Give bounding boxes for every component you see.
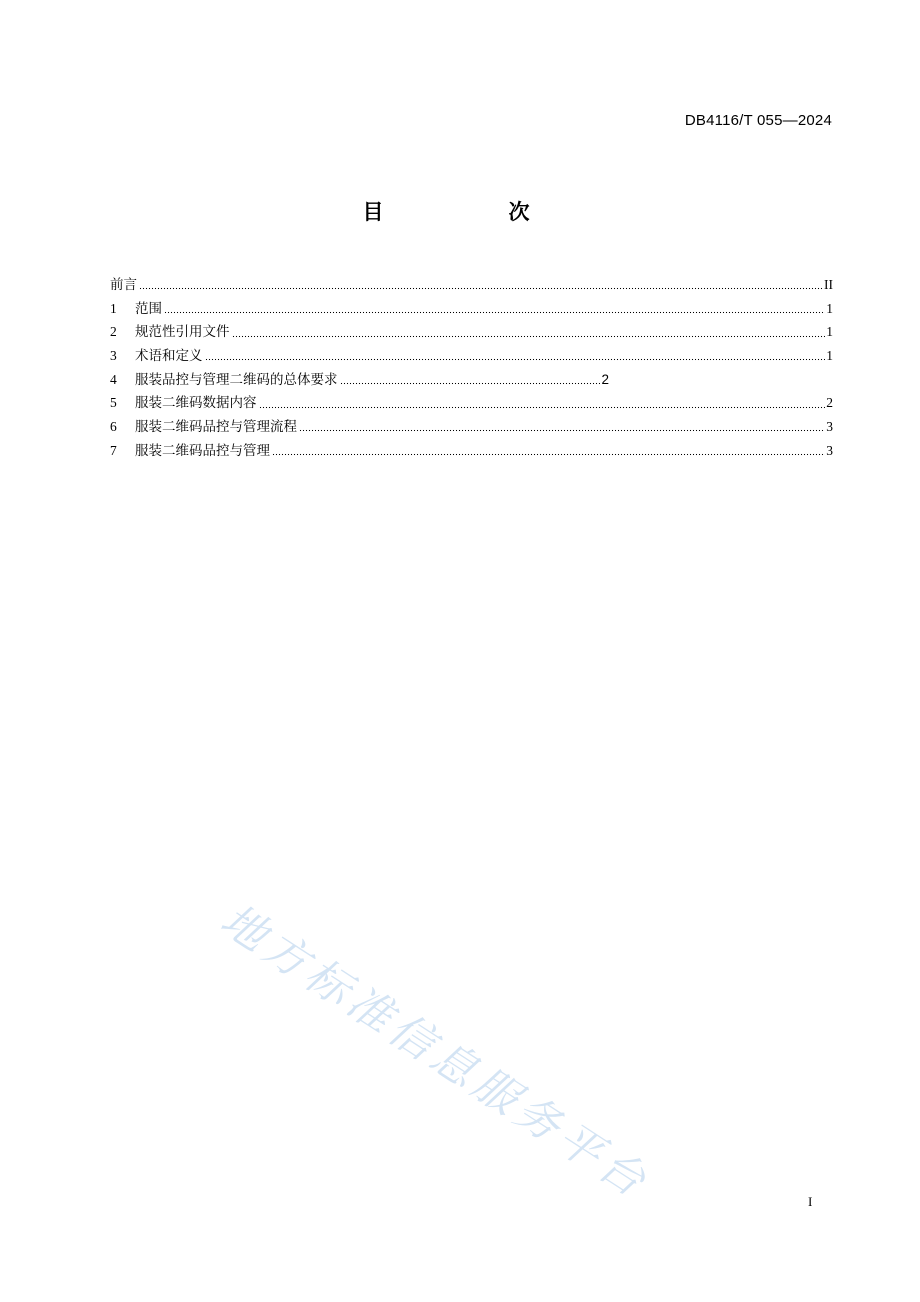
toc-leader-dots	[340, 382, 601, 386]
toc-entry-page: 3	[826, 442, 833, 458]
toc-leader-dots	[272, 453, 825, 457]
toc-entry-text: 术语和定义	[135, 348, 203, 365]
toc-entry-general-requirements[interactable]	[110, 368, 609, 392]
toc-entry-number: 7	[110, 442, 117, 458]
toc-entry-text: 服装二维码品控与管理流程	[135, 419, 297, 436]
toc-entry-normative-references[interactable]	[110, 320, 833, 344]
toc-entry-management[interactable]	[110, 439, 833, 463]
watermark: 地方标准信息服务平台	[211, 894, 659, 1210]
toc-entry-text: 范围	[135, 300, 162, 317]
toc-entry-page: 1	[826, 348, 833, 364]
toc-entry-scope[interactable]	[110, 297, 833, 321]
toc-entry-process[interactable]	[110, 415, 833, 439]
toc-leader-dots	[205, 358, 826, 362]
toc-entry-foreword[interactable]	[110, 273, 833, 297]
toc-entry-page: 2	[601, 371, 609, 387]
toc-leader-dots	[232, 334, 826, 338]
toc-entry-page: 2	[826, 395, 833, 411]
toc-entry-text: 服装二维码品控与管理	[135, 442, 270, 459]
toc-entry-data-content[interactable]	[110, 391, 833, 415]
toc-entry-terms-definitions[interactable]	[110, 344, 833, 368]
toc-entry-number: 3	[110, 348, 117, 364]
toc-title: 目 次	[362, 200, 582, 224]
toc-entry-number: 1	[110, 300, 117, 316]
toc-leader-dots	[259, 405, 826, 409]
table-of-contents	[110, 273, 833, 463]
toc-entry-page: 3	[826, 419, 833, 435]
toc-leader-dots	[164, 311, 825, 315]
toc-entry-number: 2	[110, 324, 117, 340]
toc-entry-number: 5	[110, 395, 117, 411]
toc-entry-page: II	[824, 277, 833, 292]
toc-leader-dots	[299, 429, 825, 433]
page-number: I	[808, 1194, 813, 1209]
document-code: DB4116/T 055—2024	[684, 112, 832, 129]
toc-entry-text: 服装二维码数据内容	[135, 395, 257, 412]
toc-entry-page: 1	[826, 300, 833, 316]
toc-leader-dots	[139, 287, 823, 291]
toc-entry-text: 前言	[110, 277, 137, 293]
toc-entry-number: 6	[110, 419, 117, 435]
toc-entry-text: 规范性引用文件	[135, 324, 230, 341]
toc-entry-page: 1	[826, 324, 833, 340]
toc-entry-text: 服装品控与管理二维码的总体要求	[135, 371, 338, 388]
toc-entry-number: 4	[110, 371, 117, 387]
